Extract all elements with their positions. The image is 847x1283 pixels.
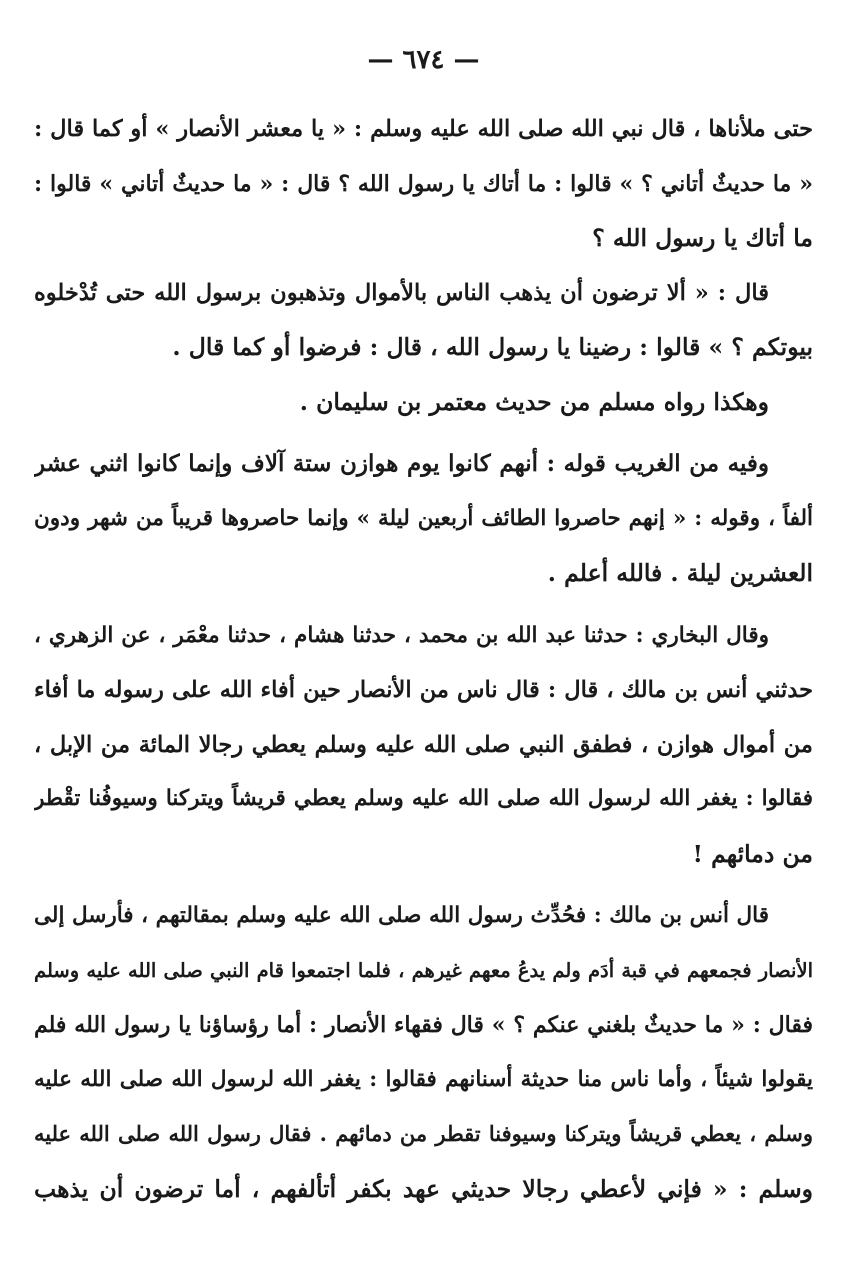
text-line: وقال البخاري : حدثنا عبد الله بن محمد ، حدثنا هشام ، حدثنا معْمَر ، عن الزهري ، (34, 622, 769, 648)
text-line: قال أنس بن مالك : فحُدِّث رسول الله صلى الله عليه وسلم بمقالتهم ، فأرسل إلى (34, 903, 769, 928)
text-line: بيوتكم ؟ » قالوا : رضينا يا رسول الله ، قال : فرضوا أو كما قال . (172, 333, 813, 361)
paragraph-5 (34, 609, 813, 882)
text-line: وسلم ، يعطي قريشاً ويتركنا وسيوفنا تقطر من دمائهم . فقال رسول الله صلى الله عليه (34, 1121, 813, 1146)
text-line: فقال : « ما حديثٌ بلغني عنكم ؟ » قال فقهاء الأنصار : أما رؤساؤنا يا رسول الله فلم (34, 1012, 813, 1038)
text-line: ما أتاك يا رسول الله ؟ (592, 224, 813, 252)
text-line: ألفاً ، وقوله : « إنهم حاصروا الطائف أربعين ليلة » وإنما حاصروها قريباً من شهر ودون (34, 505, 813, 531)
text-line: العشرين ليلة . فالله أعلم . (547, 559, 813, 587)
text-line: حدثني أنس بن مالك ، قال : قال ناس من الأنصار حين أفاء الله على رسوله ما أفاء (34, 677, 813, 703)
paragraph-6 (34, 889, 813, 1216)
paragraph-gap (34, 429, 813, 437)
text-line: وسلم : « فإني لأعطي رجالا حديثي عهد بكفر أتألفهم ، أما ترضون أن يذهب (34, 1174, 813, 1203)
text-line: الأنصار فجمعهم في قبة أدَم ولم يدعُ معهم غيرهم ، فلما اجتمعوا قام النبي صلى الله عليه وسلم (34, 958, 813, 982)
text-line: يقولوا شيئاً ، وأما ناس منا حديثة أسنانهم فقالوا : يغفر الله لرسول الله صلى الله عليه (34, 1066, 813, 1092)
paragraph-2 (34, 266, 813, 375)
paragraph-1 (34, 102, 813, 266)
text-line: فقالوا : يغفر الله لرسول الله صلى الله عليه وسلم يعطي قريشاً ويتركنا وسيوفُنا تقْطر (34, 786, 813, 811)
page-number: — ٦٧٤ — (367, 45, 480, 75)
text-line: وفيه من الغريب قوله : أنهم كانوا يوم هوازن ستة آلاف وإنما كانوا اثني عشر (34, 450, 769, 477)
paragraph-gap (34, 881, 813, 889)
text-line: من أموال هوازن ، فطفق النبي صلى الله عليه وسلم يعطي رجالا المائة من الإبل ، (34, 731, 813, 758)
text-line: حتى ملأناها ، قال نبي الله صلى الله عليه وسلم : « يا معشر الأنصار » أو كما قال : (34, 116, 813, 142)
document-page (34, 40, 813, 1263)
paragraph-gap (34, 601, 813, 609)
text-line: « ما حديثٌ أتاني ؟ » قالوا : ما أتاك يا رسول الله ؟ قال : « ما حديثٌ أتاني » قالوا : (34, 170, 813, 197)
text-line: قال : « ألا ترضون أن يذهب الناس بالأموال وتذهبون برسول الله حتى تُدْخلوه (34, 279, 769, 306)
text-line: من دمائهم ! (692, 839, 813, 868)
text-line: وهكذا رواه مسلم من حديث معتمر بن سليمان . (299, 387, 769, 416)
paragraph-4 (34, 437, 813, 601)
paragraph-3 (34, 375, 813, 430)
